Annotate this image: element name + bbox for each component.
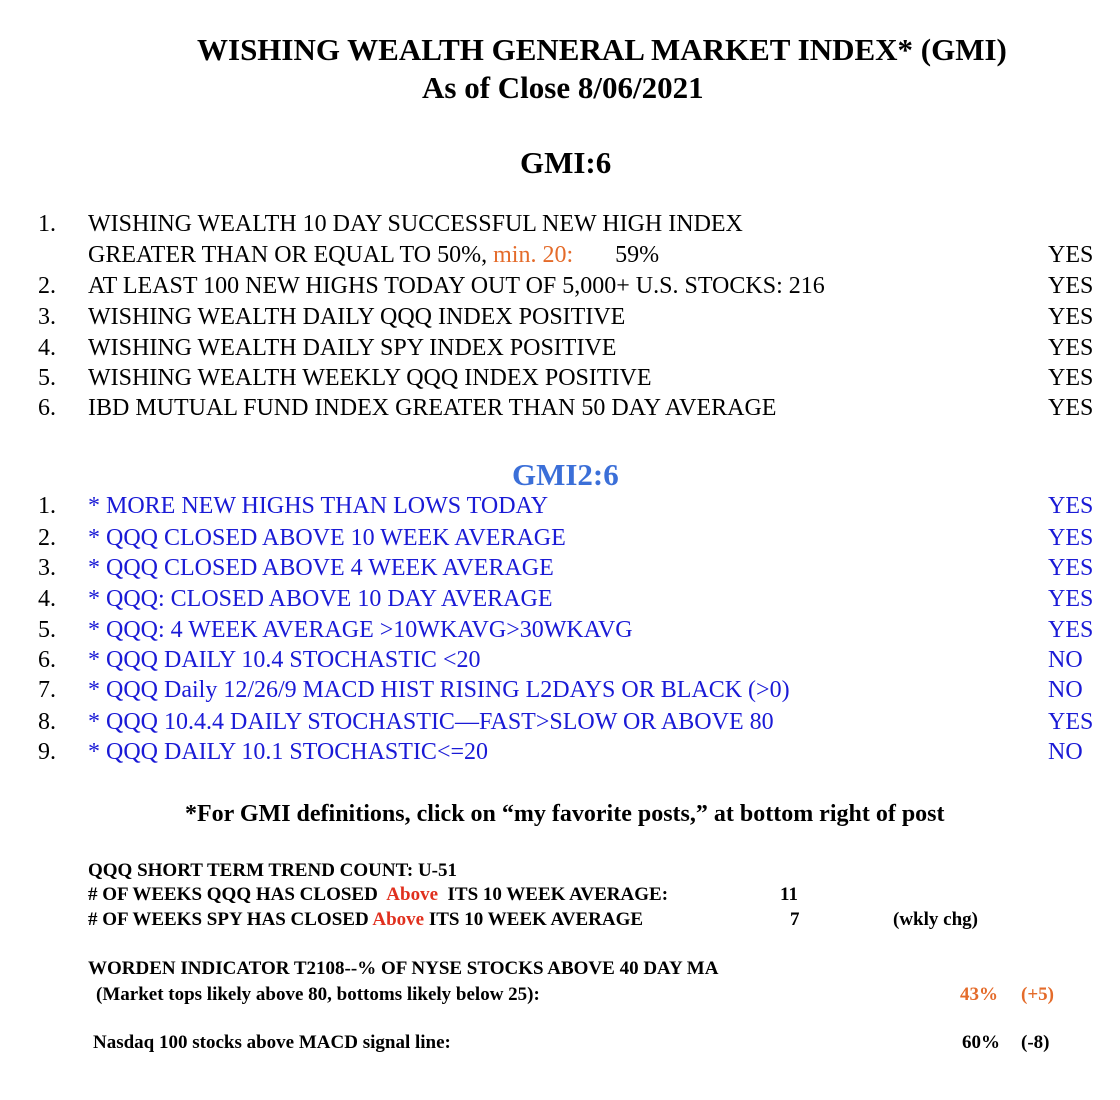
gmi-item-answer: YES bbox=[1048, 335, 1094, 361]
gmi-item-text: WISHING WEALTH 10 DAY SUCCESSFUL NEW HIGH INDEX bbox=[88, 211, 743, 237]
gmi-item-min: min. 20: bbox=[493, 242, 574, 268]
spy-weeks-suffix: ITS 10 WEEK AVERAGE bbox=[428, 909, 644, 930]
gmi2-item-text: * QQQ DAILY 10.1 STOCHASTIC<=20 bbox=[88, 739, 489, 765]
spy-above-word: Above bbox=[372, 909, 425, 930]
gmi2-item-answer: NO bbox=[1048, 647, 1083, 673]
worden-indicator-note: (Market tops likely above 80, bottoms likely below 25): bbox=[96, 984, 540, 1005]
gmi-item-number: 6. bbox=[38, 395, 56, 421]
gmi2-item-number: 7. bbox=[38, 677, 56, 703]
gmi2-item-text: * QQQ DAILY 10.4 STOCHASTIC <20 bbox=[88, 647, 481, 673]
spy-weeks-label bbox=[88, 909, 643, 931]
gmi2-item-answer: YES bbox=[1048, 555, 1094, 581]
gmi2-item-number: 2. bbox=[38, 525, 56, 551]
qqq-weeks-suffix: ITS 10 WEEK AVERAGE: bbox=[447, 884, 669, 905]
gmi-item-text-prefix: GREATER THAN OR EQUAL TO 50%, bbox=[88, 242, 488, 268]
trend-count: QQQ SHORT TERM TREND COUNT: U-51 bbox=[88, 860, 457, 881]
definitions-note: *For GMI definitions, click on “my favorite posts,” at bottom right of post bbox=[185, 801, 945, 827]
gmi-item-text: AT LEAST 100 NEW HIGHS TODAY OUT OF 5,000+ U.S. STOCKS: 216 bbox=[88, 273, 825, 299]
spy-weeks-prefix: # OF WEEKS SPY HAS CLOSED bbox=[88, 909, 369, 930]
gmi-item-number: 3. bbox=[38, 304, 56, 330]
qqq-weeks-value: 11 bbox=[780, 884, 798, 905]
gmi2-item-number: 3. bbox=[38, 555, 56, 581]
page-subtitle: As of Close 8/06/2021 bbox=[422, 70, 704, 105]
gmi2-item-answer: YES bbox=[1048, 493, 1094, 519]
gmi2-item-answer: YES bbox=[1048, 525, 1094, 551]
qqq-weeks-prefix: # OF WEEKS QQQ HAS CLOSED bbox=[88, 884, 378, 905]
nasdaq-macd-label: Nasdaq 100 stocks above MACD signal line: bbox=[93, 1032, 451, 1053]
gmi2-item-number: 5. bbox=[38, 617, 56, 643]
gmi-item-text: WISHING WEALTH WEEKLY QQQ INDEX POSITIVE bbox=[88, 365, 652, 391]
gmi-item-answer: YES bbox=[1048, 273, 1094, 299]
gmi2-item-number: 8. bbox=[38, 709, 56, 735]
gmi2-item-answer: NO bbox=[1048, 677, 1083, 703]
gmi-item-text: IBD MUTUAL FUND INDEX GREATER THAN 50 DAY AVERAGE bbox=[88, 395, 777, 421]
gmi2-item-text: * QQQ CLOSED ABOVE 4 WEEK AVERAGE bbox=[88, 555, 554, 581]
gmi-item-number: 2. bbox=[38, 273, 56, 299]
gmi-item-value: 59% bbox=[615, 242, 660, 268]
gmi-item-answer: YES bbox=[1048, 304, 1094, 330]
nasdaq-macd-value: 60% bbox=[962, 1032, 1000, 1053]
gmi-item-number: 4. bbox=[38, 335, 56, 361]
worden-change: (+5) bbox=[1021, 984, 1054, 1005]
gmi-item-text: WISHING WEALTH DAILY SPY INDEX POSITIVE bbox=[88, 335, 617, 361]
gmi2-item-number: 9. bbox=[38, 739, 56, 765]
gmi2-item-text: * QQQ: 4 WEEK AVERAGE >10WKAVG>30WKAVG bbox=[88, 617, 633, 643]
nasdaq-macd-change: (-8) bbox=[1021, 1032, 1050, 1053]
gmi2-item-text: * QQQ Daily 12/26/9 MACD HIST RISING L2DAYS OR BLACK (>0) bbox=[88, 677, 790, 703]
gmi-item-answer: YES bbox=[1048, 395, 1094, 421]
qqq-above-word: Above bbox=[386, 884, 439, 905]
gmi-item-text: WISHING WEALTH DAILY QQQ INDEX POSITIVE bbox=[88, 304, 626, 330]
gmi-item-number: 1. bbox=[38, 211, 56, 237]
gmi2-item-text: * QQQ 10.4.4 DAILY STOCHASTIC—FAST>SLOW OR ABOVE 80 bbox=[88, 709, 774, 735]
gmi2-item-number: 1. bbox=[38, 493, 56, 519]
gmi-item-answer: YES bbox=[1048, 242, 1094, 268]
gmi2-item-answer: YES bbox=[1048, 617, 1094, 643]
gmi-item-answer: YES bbox=[1048, 365, 1094, 391]
gmi-heading: GMI:6 bbox=[520, 145, 612, 180]
qqq-weeks-label bbox=[88, 884, 668, 906]
gmi-item-text-line2 bbox=[88, 242, 659, 269]
gmi2-item-answer: YES bbox=[1048, 586, 1094, 612]
gmi-item-number: 5. bbox=[38, 365, 56, 391]
worden-value: 43% bbox=[960, 984, 998, 1005]
gmi2-heading: GMI2:6 bbox=[512, 457, 619, 492]
weekly-change-label: (wkly chg) bbox=[893, 909, 978, 930]
gmi2-item-answer: NO bbox=[1048, 739, 1083, 765]
spy-weeks-value: 7 bbox=[790, 909, 800, 930]
page-title: WISHING WEALTH GENERAL MARKET INDEX* (GMI) bbox=[197, 32, 1007, 67]
gmi2-item-number: 6. bbox=[38, 647, 56, 673]
gmi2-item-text: * QQQ CLOSED ABOVE 10 WEEK AVERAGE bbox=[88, 525, 566, 551]
worden-indicator-title: WORDEN INDICATOR T2108--% OF NYSE STOCKS ABOVE 40 DAY MA bbox=[88, 958, 719, 979]
gmi2-item-number: 4. bbox=[38, 586, 56, 612]
gmi2-item-answer: YES bbox=[1048, 709, 1094, 735]
gmi2-item-text: * MORE NEW HIGHS THAN LOWS TODAY bbox=[88, 493, 549, 519]
gmi2-item-text: * QQQ: CLOSED ABOVE 10 DAY AVERAGE bbox=[88, 586, 553, 612]
